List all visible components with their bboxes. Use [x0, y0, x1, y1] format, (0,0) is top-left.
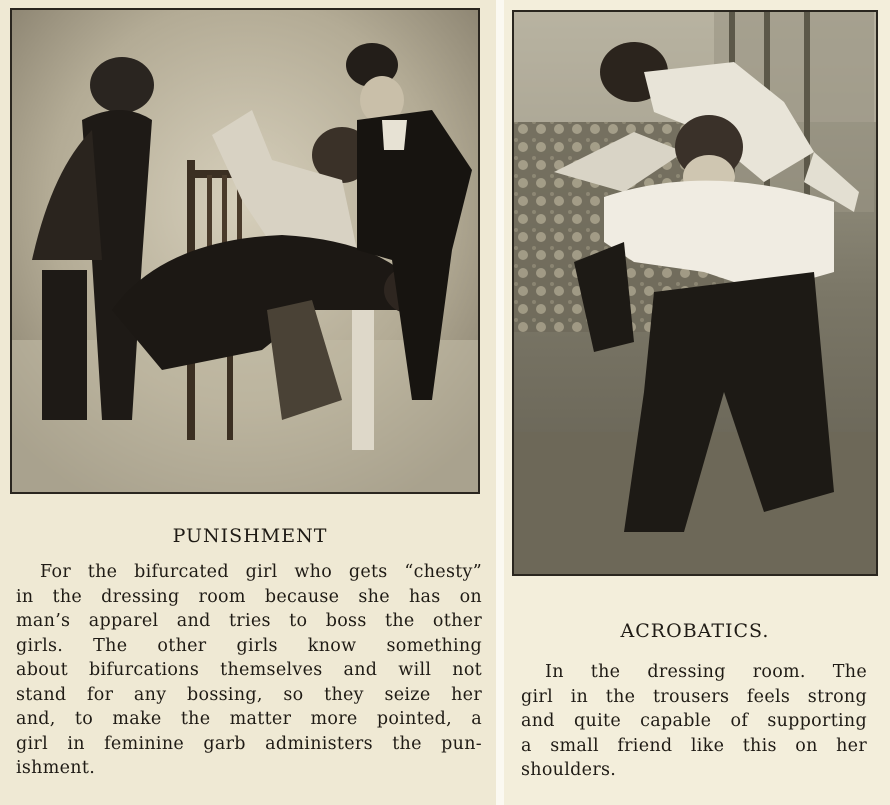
punishment-photograph	[10, 8, 480, 494]
acrobatics-caption	[521, 660, 867, 783]
caption-line: girl in feminine garb administers the pun-	[16, 733, 482, 754]
caption-line: in the dressing room because she has on	[16, 586, 482, 607]
punishment-photo-illustration	[12, 10, 478, 492]
punishment-title: PUNISHMENT	[172, 525, 328, 547]
caption-line: stand for any bossing, so they seize her	[16, 684, 482, 705]
caption-line: girl in the trousers feels strong	[521, 686, 867, 707]
caption-line: and quite capable of supporting	[521, 711, 867, 731]
caption-line: and, to make the matter more pointed, a	[16, 709, 482, 729]
caption-line: shoulders.	[521, 760, 617, 780]
caption-line: In the dressing room. The	[545, 662, 867, 682]
caption-line: For the bifurcated girl who gets “chesty”	[40, 562, 482, 582]
column-gutter	[496, 0, 504, 805]
caption-line: girls. The other girls know something	[16, 635, 482, 656]
punishment-caption	[16, 560, 482, 781]
acrobatics-photo-illustration	[514, 12, 876, 574]
caption-line: ishment.	[16, 758, 96, 778]
caption-line: a small friend like this on her	[521, 735, 867, 756]
caption-line: man’s apparel and tries to boss the other	[16, 611, 482, 631]
acrobatics-photograph	[512, 10, 878, 576]
acrobatics-title: ACROBATICS.	[620, 620, 770, 642]
caption-line: about bifurcations themselves and will not	[16, 660, 482, 680]
